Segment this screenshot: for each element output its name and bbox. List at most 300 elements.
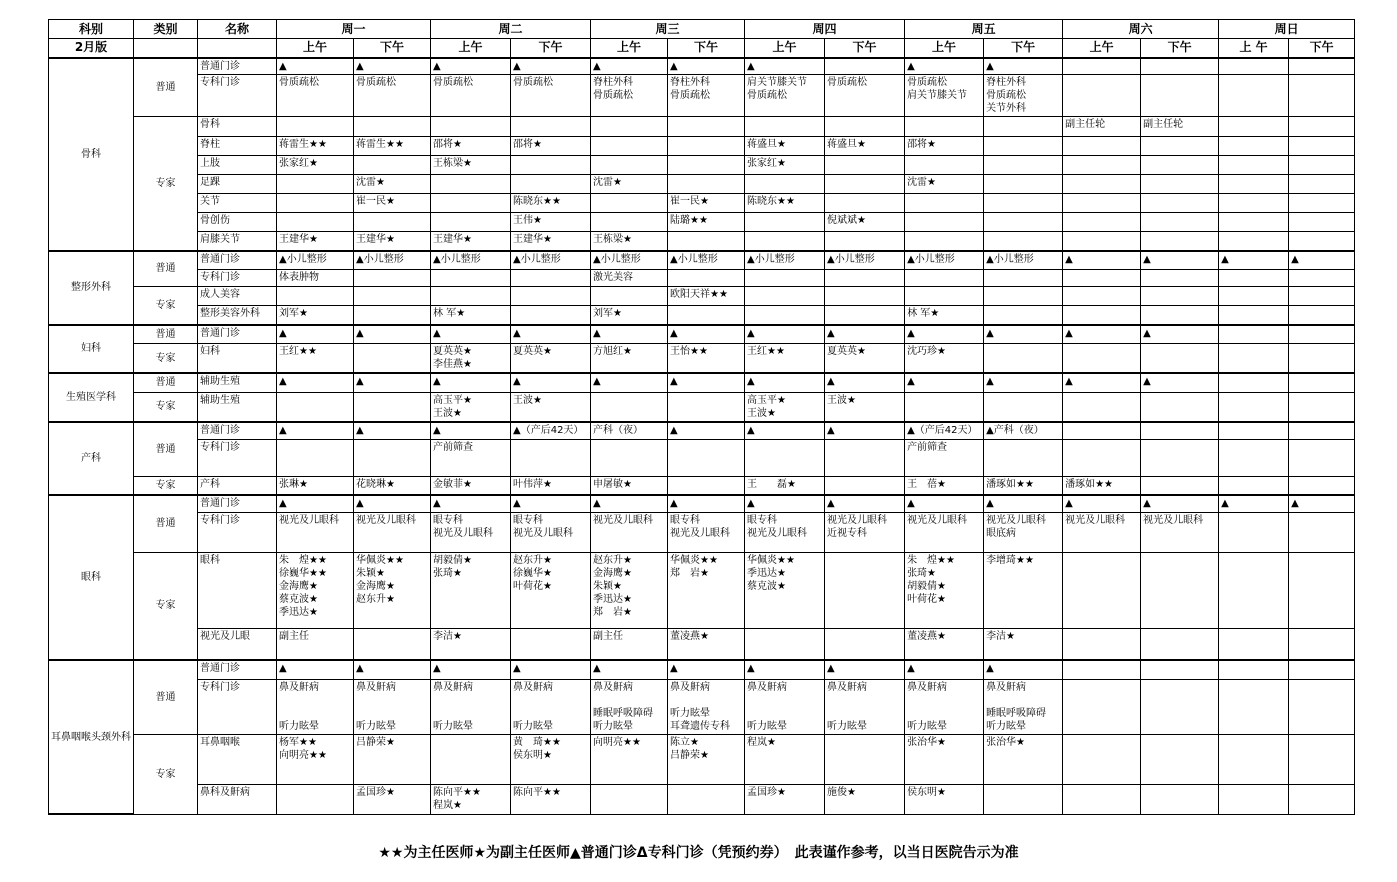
cell-line: 视光及儿眼科 [513, 527, 574, 539]
schedule-cell [1289, 287, 1355, 306]
cell-line [356, 707, 428, 720]
schedule-cell [745, 213, 825, 232]
cell-line: 向明亮★★ [279, 749, 327, 761]
cell-line: 视光及儿眼科 [827, 514, 888, 526]
schedule-cell [825, 58, 905, 75]
schedule-cell: 副主任轮 [1063, 117, 1141, 137]
schedule-cell: 申屠敏★ [591, 476, 668, 495]
clinic-name: 耳鼻咽喉 [198, 734, 277, 784]
schedule-cell [668, 75, 745, 117]
schedule-cell: 吕静荣★ [354, 734, 431, 784]
schedule-cell [277, 392, 354, 422]
schedule-cell: ▲ [354, 660, 431, 679]
cell-line [827, 707, 902, 720]
schedule-cell [825, 679, 905, 734]
cell-line [279, 707, 351, 720]
schedule-cell [668, 552, 745, 628]
schedule-cell: 张家红★ [277, 156, 354, 175]
schedule-cell: 张家红★ [745, 156, 825, 175]
clinic-name: 整形美容外科 [198, 306, 277, 325]
cell-line: 季迅达★ [279, 606, 318, 618]
schedule-row [49, 512, 1355, 552]
schedule-cell: ▲ [591, 660, 668, 679]
cell-line: 眼专科 [513, 514, 544, 526]
schedule-cell [668, 439, 745, 476]
schedule-cell: 王建华★ [431, 232, 511, 251]
cell-line: 陈向平★★ [433, 786, 481, 798]
schedule-cell: 侯东明★ [905, 784, 984, 814]
schedule-cell [277, 175, 354, 194]
schedule-cell: 陈晓东★★ [511, 194, 591, 213]
schedule-cell: 激光美容 [591, 270, 668, 287]
schedule-cell [1219, 117, 1289, 137]
schedule-cell: ▲ [668, 58, 745, 75]
schedule-cell [1219, 175, 1289, 194]
schedule-cell [745, 628, 825, 660]
schedule-cell: 陈向平★★ [511, 784, 591, 814]
schedule-cell: 视光及儿眼科 [1063, 512, 1141, 552]
schedule-cell [431, 392, 511, 422]
schedule-cell [984, 137, 1063, 156]
schedule-cell [354, 117, 431, 137]
schedule-cell: 张琳★ [277, 476, 354, 495]
schedule-cell [431, 679, 511, 734]
department-name: 眼科 [49, 495, 134, 660]
schedule-cell [1063, 679, 1141, 734]
schedule-cell [511, 552, 591, 628]
schedule-cell [431, 194, 511, 213]
schedule-cell [1289, 660, 1355, 679]
schedule-cell: 叶伟萍★ [511, 476, 591, 495]
schedule-cell [1219, 137, 1289, 156]
schedule-cell: ▲ [1141, 325, 1219, 344]
schedule-cell [511, 175, 591, 194]
cell-line: 叶荷花★ [907, 593, 947, 605]
schedule-cell [1219, 679, 1289, 734]
schedule-cell [745, 392, 825, 422]
header-dept: 科别 [49, 20, 134, 39]
schedule-cell: ▲ [1063, 325, 1141, 344]
schedule-cell [1219, 232, 1289, 251]
schedule-cell [745, 552, 825, 628]
schedule-cell [825, 175, 905, 194]
schedule-cell [1289, 306, 1355, 325]
schedule-cell [825, 194, 905, 213]
schedule-cell: 邵将★ [431, 137, 511, 156]
cell-line: 陈立★ [670, 736, 699, 748]
schedule-cell [354, 552, 431, 628]
header-am: 上午 [431, 39, 511, 58]
schedule-cell: 王波★ [825, 392, 905, 422]
schedule-cell [745, 175, 825, 194]
cell-line: 赵东升★ [356, 593, 395, 605]
category-name: 普通 [134, 251, 198, 287]
schedule-cell [277, 784, 354, 814]
clinic-name: 上肢 [198, 156, 277, 175]
cell-line: 季迅达★ [593, 593, 632, 605]
schedule-cell [277, 117, 354, 137]
cell-line: 郑 岩★ [670, 567, 709, 579]
schedule-cell: 张治华★ [984, 734, 1063, 784]
schedule-cell [825, 476, 905, 495]
cell-line: 眼底病 [986, 527, 1017, 539]
schedule-cell: 夏英英★ [825, 344, 905, 374]
cell-line [907, 694, 981, 707]
schedule-cell: 王建华★ [277, 232, 354, 251]
category-name: 专家 [134, 344, 198, 374]
schedule-cell: ▲ [591, 325, 668, 344]
category-name: 普通 [134, 58, 198, 117]
schedule-cell [511, 306, 591, 325]
schedule-cell: 陆璐★★ [668, 213, 745, 232]
schedule-cell [984, 512, 1063, 552]
schedule-cell [354, 306, 431, 325]
schedule-cell [745, 679, 825, 734]
schedule-cell: ▲ [511, 660, 591, 679]
cell-line: 近视专科 [827, 527, 868, 539]
cell-line: 王波★ [433, 407, 462, 419]
category-name: 普通 [134, 373, 198, 392]
schedule-cell: ▲小儿整形 [825, 251, 905, 270]
schedule-cell: ▲ [905, 660, 984, 679]
schedule-cell [1063, 232, 1141, 251]
schedule-cell [1219, 344, 1289, 374]
cell-line: 鼻及鼾病 [356, 681, 396, 693]
cell-line: 鼻及鼾病 [827, 681, 868, 693]
schedule-cell: 李洁★ [431, 628, 511, 660]
category-name: 普通 [134, 325, 198, 344]
schedule-cell [1219, 156, 1289, 175]
schedule-cell: ▲ [511, 495, 591, 512]
schedule-cell [1289, 422, 1355, 439]
header-pm: 下午 [825, 39, 905, 58]
schedule-cell: ▲ [825, 373, 905, 392]
schedule-cell [511, 156, 591, 175]
cell-line: 耳聋遗传专科 [670, 720, 731, 732]
cell-line: 华佩炎★★ [747, 554, 795, 566]
clinic-name: 辅助生殖 [198, 392, 277, 422]
schedule-cell: 林 军★ [431, 306, 511, 325]
cell-line: 鼻及鼾病 [907, 681, 948, 693]
schedule-cell [1141, 137, 1219, 156]
department-name: 骨科 [49, 58, 134, 251]
schedule-cell [905, 270, 984, 287]
schedule-cell [591, 679, 668, 734]
schedule-cell: 陈晓东★★ [745, 194, 825, 213]
schedule-cell [745, 287, 825, 306]
schedule-cell [1141, 194, 1219, 213]
schedule-cell: 董凌燕★ [905, 628, 984, 660]
clinic-name: 骨科 [198, 117, 277, 137]
schedule-cell: ▲ [668, 373, 745, 392]
schedule-cell [1289, 137, 1355, 156]
schedule-cell [1063, 213, 1141, 232]
clinic-name: 辅助生殖 [198, 373, 277, 392]
schedule-cell: 孟国珍★ [354, 784, 431, 814]
cell-line [433, 694, 508, 707]
schedule-cell: ▲ [1289, 495, 1355, 512]
cell-line: 张琦★ [433, 567, 462, 579]
schedule-row [49, 439, 1355, 476]
cell-line: 李佳燕★ [433, 359, 472, 370]
schedule-cell: 潘琢如★★ [984, 476, 1063, 495]
schedule-cell: 沈雷★ [354, 175, 431, 194]
cell-line: 听力眩晕 [279, 720, 319, 732]
schedule-cell [431, 784, 511, 814]
schedule-cell [1063, 439, 1141, 476]
clinic-name: 专科门诊 [198, 679, 277, 734]
clinic-name: 普通门诊 [198, 58, 277, 75]
schedule-cell [591, 439, 668, 476]
schedule-cell [1141, 270, 1219, 287]
schedule-cell [431, 287, 511, 306]
schedule-cell [825, 734, 905, 784]
legend-note: ★★为主任医师★为副主任医师▲普通门诊Δ专科门诊（凭预约券） 此表谨作参考，以当日医院告示为准 [378, 845, 1019, 861]
schedule-cell [825, 117, 905, 137]
schedule-cell [905, 392, 984, 422]
cell-line: 季迅达★ [747, 567, 787, 579]
cell-line: 听力眩晕 [827, 720, 868, 732]
header-row-days [49, 20, 1355, 39]
schedule-cell: 邵将★ [905, 137, 984, 156]
schedule-cell [1219, 784, 1289, 814]
schedule-row [49, 137, 1355, 156]
schedule-cell [591, 156, 668, 175]
cell-line: 张琦★ [907, 567, 937, 579]
schedule-cell: 刘军★ [591, 306, 668, 325]
schedule-cell [1289, 75, 1355, 117]
cell-line: 听力眩晕 [907, 720, 948, 732]
schedule-cell: ▲ [511, 58, 591, 75]
schedule-cell: 蒋雷生★★ [277, 137, 354, 156]
schedule-cell [1141, 156, 1219, 175]
schedule-cell: 王建华★ [354, 232, 431, 251]
schedule-cell [1289, 439, 1355, 476]
schedule-cell [825, 552, 905, 628]
cell-line: 华佩炎★★ [670, 554, 718, 566]
schedule-cell: ▲ [431, 660, 511, 679]
cell-line: 睡眠呼吸障碍 [986, 707, 1047, 719]
cell-line: 听力眩晕 [513, 720, 554, 732]
schedule-cell: 林 军★ [905, 306, 984, 325]
clinic-name: 妇科 [198, 344, 277, 374]
schedule-cell [591, 137, 668, 156]
schedule-cell [277, 439, 354, 476]
schedule-cell [668, 734, 745, 784]
header-am: 上午 [905, 39, 984, 58]
schedule-cell [1219, 287, 1289, 306]
schedule-cell [277, 287, 354, 306]
clinic-name: 鼻科及鼾病 [198, 784, 277, 814]
header-row-halfday [49, 39, 1355, 58]
cell-line: 听力眩晕 [670, 707, 711, 719]
schedule-cell: ▲ [354, 325, 431, 344]
department-name: 整形外科 [49, 251, 134, 325]
schedule-cell: 骨质疏松 [825, 75, 905, 117]
schedule-cell: ▲小儿整形 [984, 251, 1063, 270]
header-am: 上 午 [1219, 39, 1289, 58]
schedule-cell [277, 194, 354, 213]
schedule-cell [431, 734, 511, 784]
schedule-cell [1063, 392, 1141, 422]
schedule-cell [1063, 194, 1141, 213]
schedule-row [49, 628, 1355, 660]
schedule-cell [1063, 422, 1141, 439]
clinic-name: 专科门诊 [198, 439, 277, 476]
schedule-cell: ▲产科（夜） [984, 422, 1063, 439]
cell-line [513, 694, 588, 707]
schedule-cell: ▲ [984, 495, 1063, 512]
schedule-cell [1289, 734, 1355, 784]
schedule-cell [1141, 287, 1219, 306]
schedule-cell: ▲ [1219, 495, 1289, 512]
cell-line: 视光及儿眼科 [670, 527, 731, 539]
cell-line: 鼻及鼾病 [593, 681, 634, 693]
schedule-cell: ▲ [431, 495, 511, 512]
schedule-cell [668, 137, 745, 156]
schedule-row [49, 373, 1355, 392]
schedule-row [49, 660, 1355, 679]
schedule-cell: 刘军★ [277, 306, 354, 325]
schedule-cell: ▲小儿整形 [431, 251, 511, 270]
schedule-cell: 沈雷★ [591, 175, 668, 194]
schedule-cell [984, 439, 1063, 476]
cell-line: 脊柱外科 [670, 77, 711, 88]
cell-line: 徐巍华★★ [279, 567, 327, 579]
category-name: 专家 [134, 117, 198, 251]
cell-line: 关节外科 [986, 103, 1027, 114]
cell-line: 华佩炎★★ [356, 554, 404, 566]
cell-line: 睡眠呼吸障碍 [593, 707, 654, 719]
schedule-cell: ▲（产后42天） [905, 422, 984, 439]
schedule-cell [1219, 58, 1289, 75]
header-am: 上午 [1063, 39, 1141, 58]
schedule-cell [745, 232, 825, 251]
schedule-cell [1141, 232, 1219, 251]
schedule-row [49, 270, 1355, 287]
schedule-cell: ▲ [905, 325, 984, 344]
schedule-cell [591, 194, 668, 213]
schedule-cell: 张治华★ [905, 734, 984, 784]
clinic-name: 视光及儿眼 [198, 628, 277, 660]
department-name: 妇科 [49, 325, 134, 374]
schedule-cell: 夏英英★ [511, 344, 591, 374]
cell-line: 黄 琦★★ [513, 736, 561, 748]
schedule-cell: 副主任 [277, 628, 354, 660]
schedule-cell: 崔一民★ [668, 194, 745, 213]
schedule-cell [511, 287, 591, 306]
cell-line: 王波★ [747, 407, 777, 419]
clinic-name: 普通门诊 [198, 660, 277, 679]
schedule-cell [668, 270, 745, 287]
schedule-cell: 王波★ [511, 392, 591, 422]
cell-line: 听力眩晕 [986, 720, 1027, 732]
category-name: 普通 [134, 495, 198, 552]
schedule-cell [905, 287, 984, 306]
schedule-cell: 李洁★ [984, 628, 1063, 660]
schedule-cell: ▲ [825, 495, 905, 512]
schedule-row [49, 232, 1355, 251]
cell-line: 脊柱外科 [986, 77, 1027, 88]
schedule-cell: ▲ [354, 373, 431, 392]
schedule-cell: ▲ [745, 422, 825, 439]
schedule-cell: 产前筛查 [431, 439, 511, 476]
version-label: 2月版 [49, 39, 134, 58]
schedule-cell [1063, 306, 1141, 325]
cell-line: 视光及儿眼科 [747, 527, 808, 539]
cell-line: 高玉平★ [747, 394, 787, 406]
schedule-cell: 潘琢如★★ [1063, 476, 1141, 495]
schedule-cell [1063, 270, 1141, 287]
schedule-cell [354, 287, 431, 306]
schedule-cell [825, 512, 905, 552]
schedule-cell: ▲ [905, 373, 984, 392]
schedule-cell [511, 679, 591, 734]
department-name: 生殖医学科 [49, 373, 134, 422]
header-day-thu: 周四 [745, 20, 905, 39]
schedule-cell [1141, 660, 1219, 679]
schedule-cell [1141, 784, 1219, 814]
schedule-cell [1141, 58, 1219, 75]
schedule-cell [1219, 392, 1289, 422]
schedule-cell: 王 蓓★ [905, 476, 984, 495]
cell-line: 眼专科 [433, 514, 464, 526]
schedule-cell [1141, 734, 1219, 784]
schedule-cell [745, 117, 825, 137]
schedule-cell: ▲ [745, 660, 825, 679]
schedule-cell: ▲ [984, 58, 1063, 75]
cell-line: 听力眩晕 [593, 720, 634, 732]
cell-line: 朱 煌★★ [279, 554, 327, 566]
schedule-cell [1063, 175, 1141, 194]
schedule-cell: ▲小儿整形 [354, 251, 431, 270]
schedule-cell [1063, 628, 1141, 660]
schedule-cell: 李增琦★★ [984, 552, 1063, 628]
schedule-row [49, 679, 1355, 734]
schedule-cell [984, 344, 1063, 374]
schedule-cell [591, 75, 668, 117]
cell-line: 鼻及鼾病 [670, 681, 711, 693]
cell-line: 金海鹰★ [593, 567, 632, 579]
cell-line: 鼻及鼾病 [513, 681, 554, 693]
schedule-cell: 蒋雷生★★ [354, 137, 431, 156]
schedule-cell [668, 476, 745, 495]
schedule-cell [1219, 552, 1289, 628]
cell-line: 蔡克波★ [279, 593, 318, 605]
schedule-cell [905, 156, 984, 175]
cell-line: 高玉平★ [433, 394, 472, 406]
schedule-cell: ▲小儿整形 [511, 251, 591, 270]
schedule-cell: 视光及儿眼科 [354, 512, 431, 552]
schedule-cell: ▲ [591, 58, 668, 75]
schedule-cell: 副主任轮 [1141, 117, 1219, 137]
category-name: 专家 [134, 734, 198, 814]
cell-line: 杨军★★ [279, 736, 317, 748]
schedule-cell: ▲小儿整形 [277, 251, 354, 270]
schedule-cell [745, 439, 825, 476]
schedule-cell: 崔一民★ [354, 194, 431, 213]
schedule-cell: ▲ [984, 660, 1063, 679]
schedule-cell: ▲ [745, 373, 825, 392]
schedule-cell: 王 磊★ [745, 476, 825, 495]
schedule-cell [984, 679, 1063, 734]
schedule-cell [1063, 156, 1141, 175]
schedule-cell: ▲ [1219, 251, 1289, 270]
schedule-cell [1063, 287, 1141, 306]
cell-line: 骨质疏松 [907, 77, 948, 88]
schedule-cell [591, 784, 668, 814]
cell-line: 听力眩晕 [433, 720, 474, 732]
